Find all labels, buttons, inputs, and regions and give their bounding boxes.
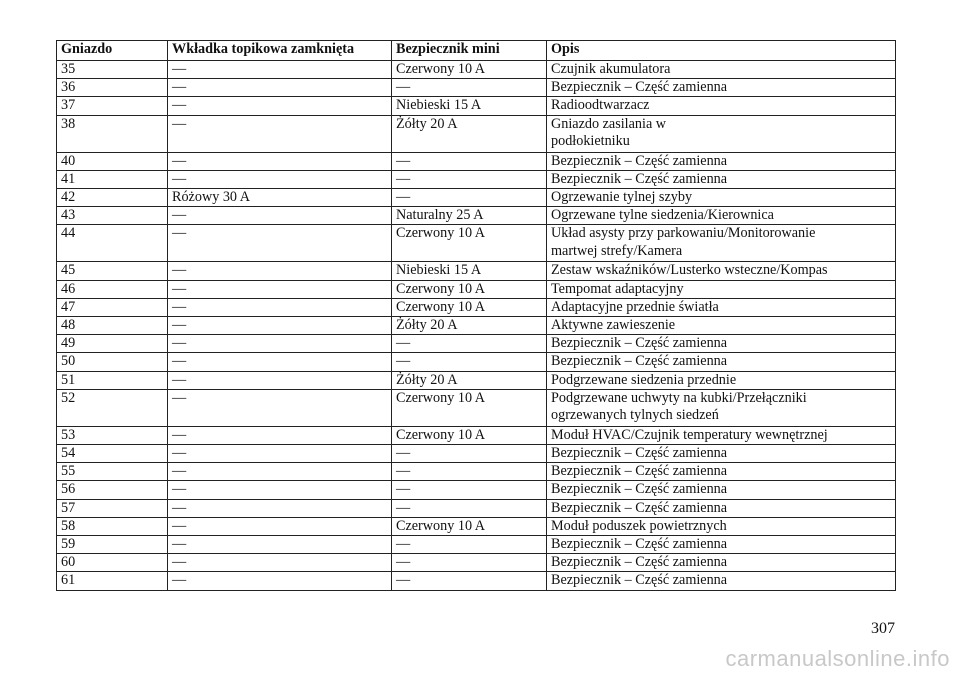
cell-mini-fuse: — bbox=[392, 481, 547, 499]
cell-description: Tempomat adaptacyjny bbox=[547, 280, 896, 298]
cell-description: Gniazdo zasilania w podłokietniku bbox=[547, 115, 896, 152]
cell-description: Bezpiecznik – Część zamienna bbox=[547, 499, 896, 517]
cell-cartridge-fuse: — bbox=[168, 262, 392, 280]
cell-socket: 56 bbox=[57, 481, 168, 499]
cell-mini-fuse: Niebieski 15 A bbox=[392, 262, 547, 280]
cell-description: Bezpiecznik – Część zamienna bbox=[547, 445, 896, 463]
cell-socket: 58 bbox=[57, 517, 168, 535]
cell-mini-fuse: Czerwony 10 A bbox=[392, 280, 547, 298]
cell-mini-fuse: Naturalny 25 A bbox=[392, 207, 547, 225]
cell-mini-fuse: Żółty 20 A bbox=[392, 115, 547, 152]
cell-socket: 41 bbox=[57, 170, 168, 188]
cell-mini-fuse: — bbox=[392, 499, 547, 517]
cell-description: Moduł poduszek powietrznych bbox=[547, 517, 896, 535]
header-description: Opis bbox=[547, 41, 896, 61]
cell-mini-fuse: Niebieski 15 A bbox=[392, 97, 547, 115]
table-row bbox=[57, 371, 896, 389]
cell-cartridge-fuse: — bbox=[168, 207, 392, 225]
cell-cartridge-fuse: — bbox=[168, 298, 392, 316]
header-mini-fuse: Bezpiecznik mini bbox=[392, 41, 547, 61]
cell-mini-fuse: Czerwony 10 A bbox=[392, 298, 547, 316]
cell-cartridge-fuse: — bbox=[168, 335, 392, 353]
cell-description: Bezpiecznik – Część zamienna bbox=[547, 152, 896, 170]
table-row bbox=[57, 170, 896, 188]
cell-mini-fuse: Żółty 20 A bbox=[392, 317, 547, 335]
cell-cartridge-fuse: — bbox=[168, 499, 392, 517]
cell-cartridge-fuse: — bbox=[168, 554, 392, 572]
cell-socket: 49 bbox=[57, 335, 168, 353]
cell-cartridge-fuse: — bbox=[168, 317, 392, 335]
fuse-table bbox=[56, 40, 896, 591]
cell-description: Aktywne zawieszenie bbox=[547, 317, 896, 335]
table-row bbox=[57, 499, 896, 517]
cell-mini-fuse: Żółty 20 A bbox=[392, 371, 547, 389]
cell-socket: 53 bbox=[57, 426, 168, 444]
cell-cartridge-fuse: — bbox=[168, 79, 392, 97]
cell-description: Bezpiecznik – Część zamienna bbox=[547, 481, 896, 499]
cell-mini-fuse: Czerwony 10 A bbox=[392, 517, 547, 535]
table-row bbox=[57, 481, 896, 499]
cell-socket: 37 bbox=[57, 97, 168, 115]
header-socket: Gniazdo bbox=[57, 41, 168, 61]
page-number: 307 bbox=[871, 620, 895, 637]
cell-socket: 51 bbox=[57, 371, 168, 389]
cell-socket: 52 bbox=[57, 389, 168, 426]
table-row bbox=[57, 536, 896, 554]
cell-cartridge-fuse: — bbox=[168, 115, 392, 152]
cell-description: Czujnik akumulatora bbox=[547, 61, 896, 79]
cell-mini-fuse: — bbox=[392, 445, 547, 463]
table-row bbox=[57, 445, 896, 463]
cell-description: Bezpiecznik – Część zamienna bbox=[547, 536, 896, 554]
cell-mini-fuse: — bbox=[392, 335, 547, 353]
cell-cartridge-fuse: — bbox=[168, 517, 392, 535]
table-row bbox=[57, 389, 896, 426]
cell-cartridge-fuse: — bbox=[168, 445, 392, 463]
cell-description: Bezpiecznik – Część zamienna bbox=[547, 572, 896, 590]
cell-mini-fuse: — bbox=[392, 572, 547, 590]
cell-description: Zestaw wskaźników/Lusterko wsteczne/Kompas bbox=[547, 262, 896, 280]
cell-cartridge-fuse: — bbox=[168, 61, 392, 79]
cell-description: Ogrzewane tylne siedzenia/Kierownica bbox=[547, 207, 896, 225]
cell-description: Adaptacyjne przednie światła bbox=[547, 298, 896, 316]
table-row bbox=[57, 225, 896, 262]
cell-description: Radioodtwarzacz bbox=[547, 97, 896, 115]
cell-socket: 45 bbox=[57, 262, 168, 280]
cell-cartridge-fuse: — bbox=[168, 389, 392, 426]
table-body bbox=[57, 61, 896, 591]
cell-description: Bezpiecznik – Część zamienna bbox=[547, 79, 896, 97]
cell-socket: 46 bbox=[57, 280, 168, 298]
table-row bbox=[57, 79, 896, 97]
table-row bbox=[57, 463, 896, 481]
table-row bbox=[57, 262, 896, 280]
cell-socket: 35 bbox=[57, 61, 168, 79]
table-row bbox=[57, 426, 896, 444]
table-row bbox=[57, 207, 896, 225]
cell-mini-fuse: Czerwony 10 A bbox=[392, 61, 547, 79]
cell-description: Ogrzewanie tylnej szyby bbox=[547, 189, 896, 207]
table-header bbox=[57, 41, 896, 61]
cell-mini-fuse: — bbox=[392, 536, 547, 554]
cell-socket: 44 bbox=[57, 225, 168, 262]
table-row bbox=[57, 189, 896, 207]
table-row bbox=[57, 115, 896, 152]
table-row bbox=[57, 298, 896, 316]
cell-mini-fuse: — bbox=[392, 463, 547, 481]
cell-cartridge-fuse: — bbox=[168, 463, 392, 481]
cell-mini-fuse: — bbox=[392, 79, 547, 97]
cell-cartridge-fuse: — bbox=[168, 170, 392, 188]
cell-description: Układ asysty przy parkowaniu/Monitorowanie martwej strefy/Kamera bbox=[547, 225, 896, 262]
cell-socket: 60 bbox=[57, 554, 168, 572]
cell-socket: 61 bbox=[57, 572, 168, 590]
cell-cartridge-fuse: — bbox=[168, 426, 392, 444]
table-row bbox=[57, 61, 896, 79]
cell-mini-fuse: — bbox=[392, 353, 547, 371]
cell-socket: 55 bbox=[57, 463, 168, 481]
cell-socket: 47 bbox=[57, 298, 168, 316]
cell-description: Moduł HVAC/Czujnik temperatury wewnętrznej bbox=[547, 426, 896, 444]
cell-cartridge-fuse: — bbox=[168, 152, 392, 170]
table-row bbox=[57, 353, 896, 371]
cell-socket: 38 bbox=[57, 115, 168, 152]
cell-cartridge-fuse: — bbox=[168, 225, 392, 262]
cell-description: Podgrzewane siedzenia przednie bbox=[547, 371, 896, 389]
header-cartridge-fuse: Wkładka topikowa zamknięta bbox=[168, 41, 392, 61]
watermark: carmanualsonline.info bbox=[725, 646, 950, 671]
table-row bbox=[57, 572, 896, 590]
table-row bbox=[57, 97, 896, 115]
cell-socket: 36 bbox=[57, 79, 168, 97]
cell-description: Podgrzewane uchwyty na kubki/Przełączniki ogrzewanych tylnych siedzeń bbox=[547, 389, 896, 426]
table-row bbox=[57, 280, 896, 298]
cell-mini-fuse: — bbox=[392, 170, 547, 188]
cell-cartridge-fuse: — bbox=[168, 97, 392, 115]
cell-socket: 42 bbox=[57, 189, 168, 207]
cell-cartridge-fuse: — bbox=[168, 371, 392, 389]
cell-cartridge-fuse: — bbox=[168, 481, 392, 499]
cell-mini-fuse: — bbox=[392, 189, 547, 207]
cell-cartridge-fuse: — bbox=[168, 572, 392, 590]
table-row bbox=[57, 554, 896, 572]
cell-socket: 50 bbox=[57, 353, 168, 371]
cell-mini-fuse: — bbox=[392, 152, 547, 170]
cell-mini-fuse: Czerwony 10 A bbox=[392, 389, 547, 426]
cell-socket: 54 bbox=[57, 445, 168, 463]
table-row bbox=[57, 335, 896, 353]
cell-socket: 48 bbox=[57, 317, 168, 335]
table-row bbox=[57, 152, 896, 170]
cell-socket: 40 bbox=[57, 152, 168, 170]
cell-description: Bezpiecznik – Część zamienna bbox=[547, 353, 896, 371]
cell-cartridge-fuse: Różowy 30 A bbox=[168, 189, 392, 207]
cell-cartridge-fuse: — bbox=[168, 280, 392, 298]
cell-description: Bezpiecznik – Część zamienna bbox=[547, 463, 896, 481]
table-row bbox=[57, 517, 896, 535]
cell-socket: 59 bbox=[57, 536, 168, 554]
cell-socket: 43 bbox=[57, 207, 168, 225]
cell-socket: 57 bbox=[57, 499, 168, 517]
cell-description: Bezpiecznik – Część zamienna bbox=[547, 335, 896, 353]
cell-cartridge-fuse: — bbox=[168, 536, 392, 554]
cell-cartridge-fuse: — bbox=[168, 353, 392, 371]
cell-mini-fuse: Czerwony 10 A bbox=[392, 426, 547, 444]
cell-description: Bezpiecznik – Część zamienna bbox=[547, 554, 896, 572]
cell-mini-fuse: Czerwony 10 A bbox=[392, 225, 547, 262]
table-row bbox=[57, 317, 896, 335]
cell-description: Bezpiecznik – Część zamienna bbox=[547, 170, 896, 188]
cell-mini-fuse: — bbox=[392, 554, 547, 572]
header-row bbox=[57, 41, 896, 61]
